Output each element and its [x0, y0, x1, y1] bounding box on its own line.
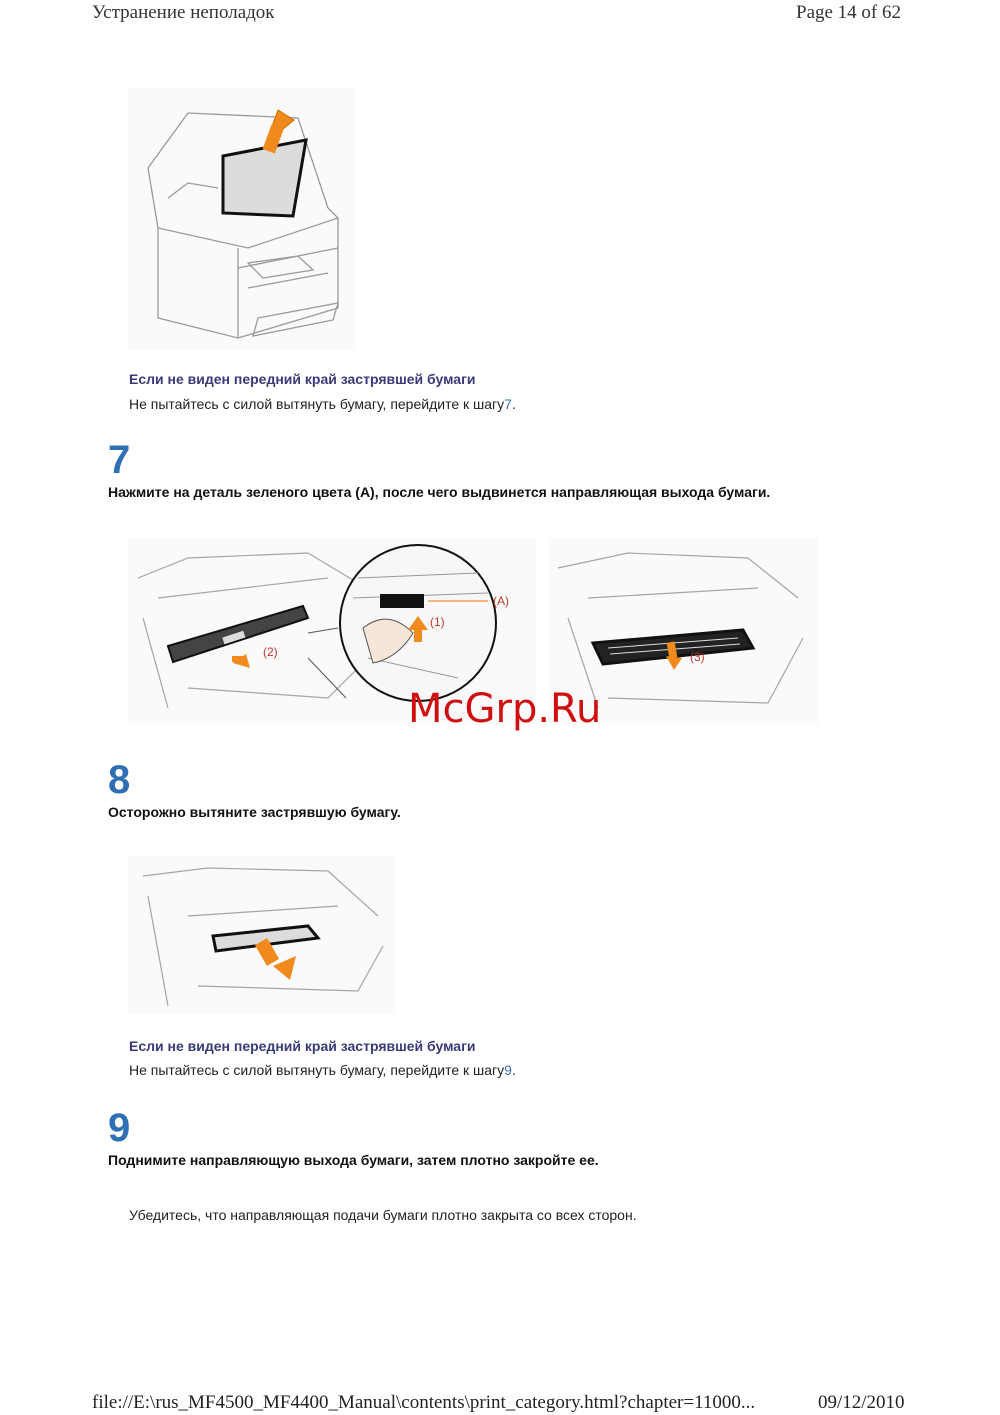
note-text-body: Не пытайтесь с силой вытянуть бумагу, перейдите к шагу	[129, 396, 505, 412]
paper-pull-illustration	[128, 856, 396, 1014]
step-number-8: 8	[108, 758, 131, 802]
file-path: file://E:\rus_MF4500_MF4400_Manual\contents\print_category.html?chapter=11000...	[92, 1392, 756, 1413]
step-link[interactable]: 7	[504, 396, 512, 412]
label-3: (3)	[690, 650, 705, 664]
label-2: (2)	[263, 645, 278, 659]
note-title: Если не виден передний край застрявшей бумаги	[129, 1038, 476, 1054]
step-link[interactable]: 9	[504, 1062, 512, 1078]
note-text-end: .	[511, 1062, 516, 1078]
note-text	[129, 396, 516, 412]
step-9-instruction: Поднимите направляющую выхода бумаги, затем плотно закройте ее.	[108, 1152, 599, 1168]
step-8-instruction: Осторожно вытяните застрявшую бумагу.	[108, 804, 401, 820]
page-number: Page 14 of 62	[796, 2, 902, 23]
label-a: (A)	[493, 594, 509, 608]
step-number-9: 9	[108, 1106, 131, 1150]
note-text	[129, 1062, 516, 1078]
watermark: McGrp.Ru	[408, 686, 602, 732]
step-number-7: 7	[108, 438, 131, 482]
print-date: 09/12/2010	[818, 1392, 905, 1413]
note-text-body: Не пытайтесь с силой вытянуть бумагу, перейдите к шагу	[129, 1062, 505, 1078]
step-7-instruction: Нажмите на деталь зеленого цвета (A), после чего выдвинется направляющая выхода бумаги.	[108, 484, 771, 500]
header-title: Устранение неполадок	[92, 2, 275, 23]
label-1: (1)	[430, 615, 445, 629]
note-text-end: .	[511, 396, 516, 412]
step-9-body: Убедитесь, что направляющая подачи бумаги плотно закрыта со всех сторон.	[129, 1207, 637, 1223]
printer-paper-removal-illustration	[128, 88, 356, 350]
note-title: Если не виден передний край застрявшей бумаги	[129, 371, 476, 387]
